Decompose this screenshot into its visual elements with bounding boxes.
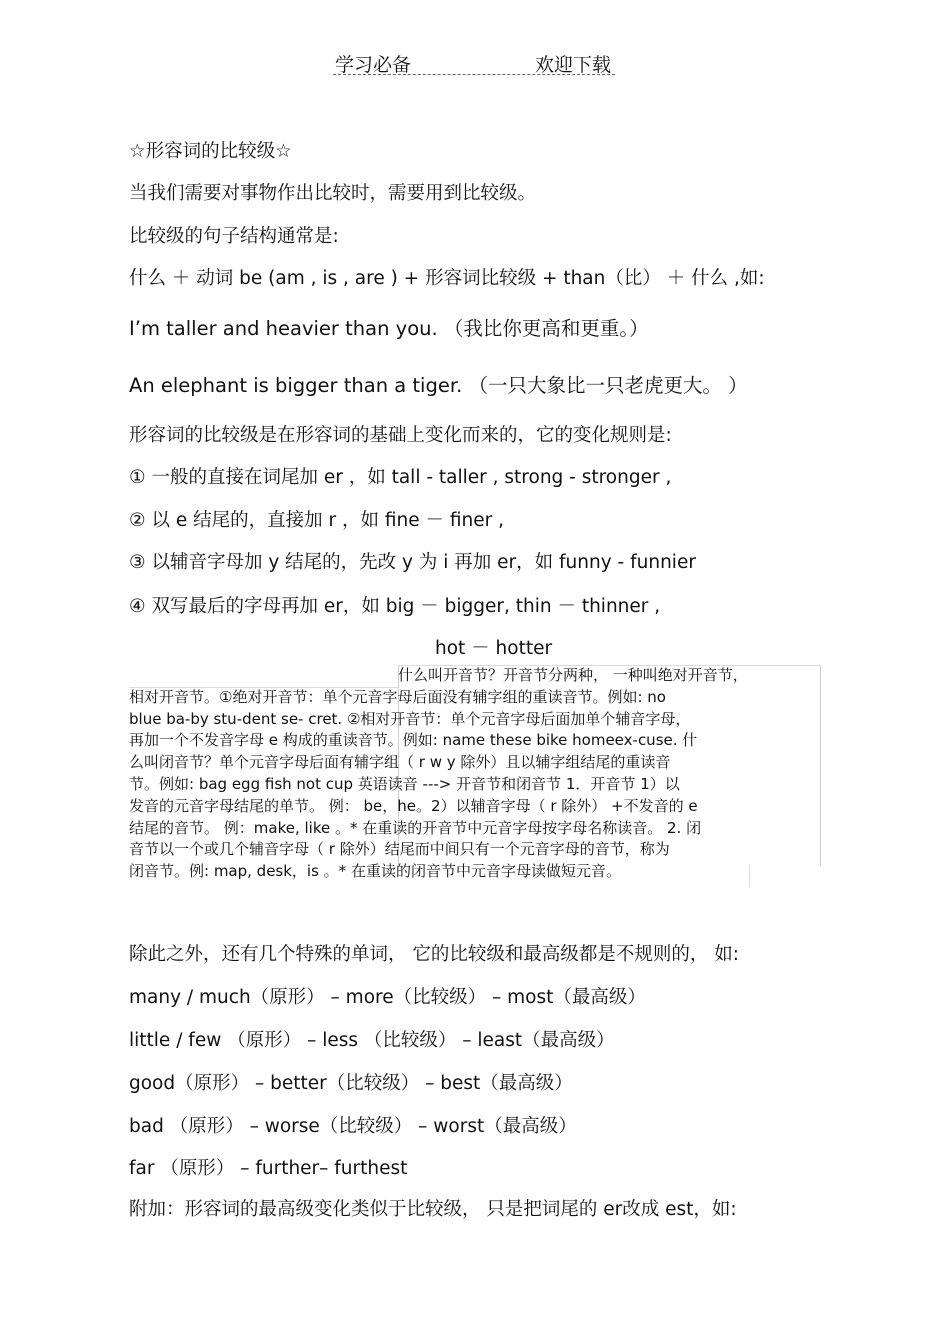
irregular-line: good（原形） – better（比较级） – best（最高级）	[129, 1073, 573, 1094]
text-line: 当我们需要对事物作出比较时，需要用到比较级。	[129, 183, 537, 204]
irregular-line: many / much（原形） – more（比较级） – most（最高级）	[129, 987, 646, 1008]
example-line: I’m taller and heavier than you. （我比你更高和更重。）	[129, 317, 649, 340]
text-line: 除此之外，还有几个特殊的单词， 它的比较级和最高级都是不规则的， 如:	[129, 944, 739, 965]
header-left: 学习必备	[335, 54, 412, 76]
page-header	[333, 50, 615, 75]
box-line: 发音的元音字母结尾的单节。 例： be，he。2）以辅音字母（ r 除外） +不发音的 e	[129, 796, 698, 815]
rule-line: ① 一般的直接在词尾加 er ，如 tall - taller , strong - stronger ,	[129, 467, 672, 488]
box-line: 结尾的音节。 例：make, like 。* 在重读的开音节中元音字母按字母名称读音。 2. 闭	[129, 818, 702, 837]
text-line: 比较级的句子结构通常是:	[129, 226, 339, 247]
rule-line: ③ 以辅音字母加 y 结尾的，先改 y 为 i 再加 er，如 funny - funnier	[129, 552, 696, 573]
header-right: 欢迎下载	[534, 54, 611, 76]
text-line: 附加：形容词的最高级变化类似于比较级， 只是把词尾的 er改成 est，如:	[129, 1199, 737, 1220]
irregular-line: bad （原形） – worse（比较级） – worst（最高级）	[129, 1116, 577, 1137]
irregular-line: little / few （原形） – less （比较级） – least（最高级）	[129, 1030, 615, 1051]
box-line: 节。例如: bag egg fish not cup 英语读音 ---> 开音节和闭音节 1．开音节 1）以	[129, 774, 680, 793]
box-line: 音节以一个或几个辅音字母（ r 除外）结尾而中间只有一个元音字母的音节，称为	[129, 840, 670, 859]
text-line: 什么 ＋ 动词 be (am , is , are ) + 形容词比较级 + than（比） ＋ 什么 ,如:	[129, 268, 765, 289]
irregular-line: far （原形） – further– furthest	[129, 1158, 408, 1179]
box-line: 么叫闭音节？单个元音字母后面有辅字组（ r w y 除外）且以辅字组结尾的重读音	[129, 753, 671, 772]
rule-line: ② 以 e 结尾的，直接加 r ，如 fine － finer ,	[129, 510, 505, 531]
syllable-note-box	[129, 665, 819, 887]
box-text	[129, 665, 819, 883]
rule-line: ④ 双写最后的字母再加 er，如 big － bigger, thin － thinner ,	[129, 596, 661, 617]
section-title: ☆形容词的比较级☆	[129, 141, 292, 162]
box-line: 相对开音节。①绝对开音节：单个元音字母后面没有辅字组的重读音节。例如: no	[129, 687, 666, 706]
box-line: 再加一个不发音字母 e 构成的重读音节。例如: name these bike homeex-cuse. 什	[129, 731, 698, 750]
text-line: 形容词的比较级是在形容词的基础上变化而来的，它的变化规则是:	[129, 425, 672, 446]
example-line: An elephant is bigger than a tiger. （一只大象比一只老虎更大。 ）	[129, 374, 748, 397]
box-line: 闭音节。例: map, desk，is 。* 在重读的闭音节中元音字母读做短元音。	[129, 862, 621, 881]
box-line: blue ba-by stu-dent se- cret. ②相对开音节：单个元音字母后面加单个辅音字母，	[129, 709, 691, 728]
box-line: 什么叫开音节？开音节分两种， 一种叫绝对开音节，	[398, 666, 748, 684]
rule-line: hot － hotter	[435, 638, 553, 659]
